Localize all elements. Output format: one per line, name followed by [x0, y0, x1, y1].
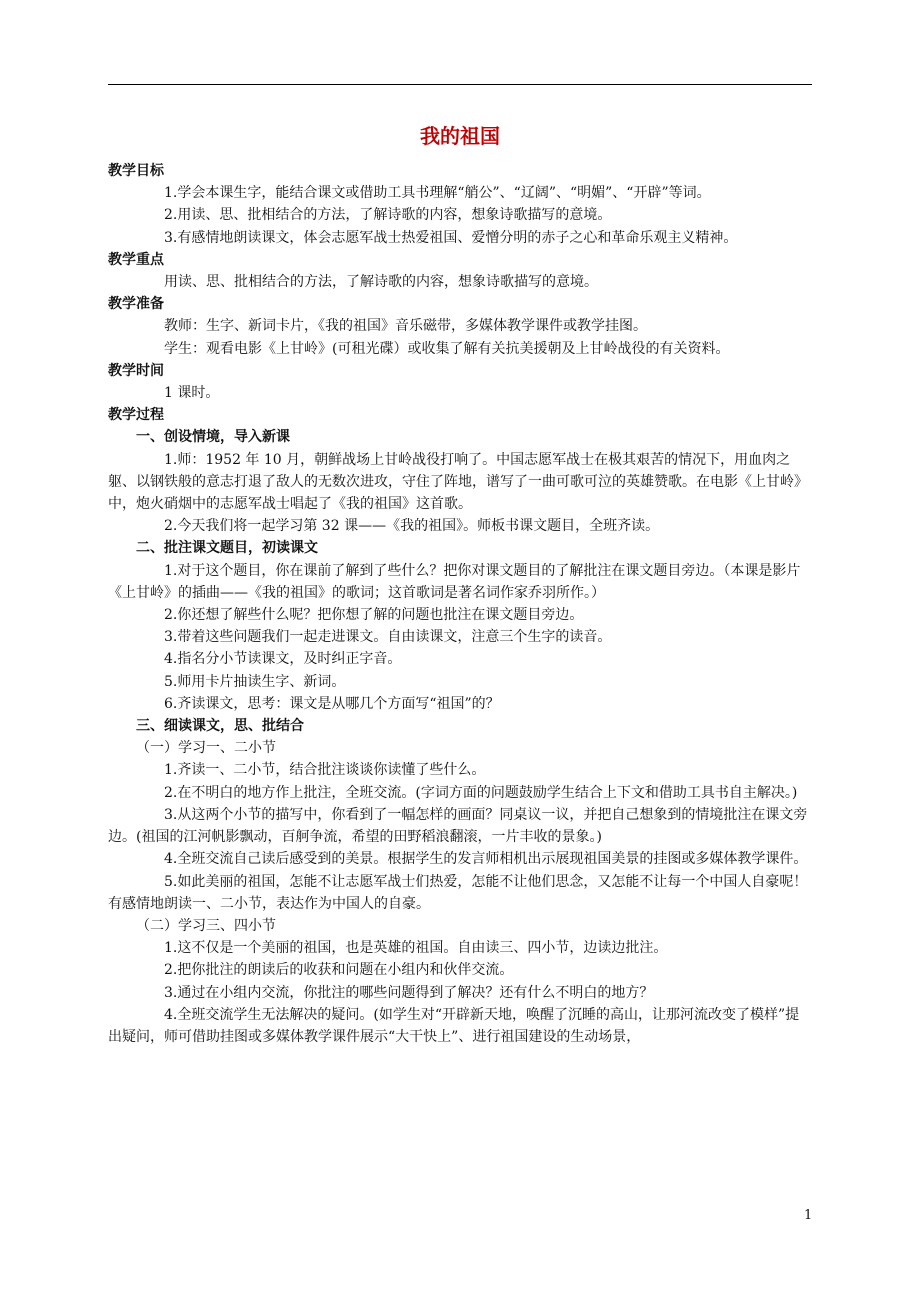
paragraph: 学生：观看电影《上甘岭》(可租光碟）或收集了解有关抗美援朝及上甘岭战役的有关资料。: [164, 340, 730, 357]
paragraph: 3.通过在小组内交流，你批注的哪些问题得到了解决？还有什么不明白的地方？: [164, 984, 654, 1001]
sub-subheading: （二）学习三、四小节: [136, 917, 276, 934]
paragraph: 1.师：1952 年 10 月，朝鲜战场上甘岭战役打响了。中国志愿军战士在极其艰苦的情况下，用血肉之躯、以钢铁般的意志打退了敌人的无数次进攻，守住了阵地，谱写了一曲可歌可泣的英雄赞歌。在电影《上甘岭》中，炮火硝烟中的志愿军战士唱起了《我的祖国》这首歌。: [108, 451, 808, 513]
paragraph: 5.如此美丽的祖国，怎能不让志愿军战士们热爱，怎能不让他们思念，又怎能不让每一个中国人自豪呢！有感情地朗读一、二小节，表达作为中国人的自豪。: [108, 873, 808, 912]
paragraph: 2.在不明白的地方作上批注，全班交流。(字词方面的问题鼓励学生结合上下文和借助工具书自主解决。): [164, 784, 798, 801]
heading-process: 教学过程: [108, 407, 164, 424]
paragraph: 3.带着这些问题我们一起走进课文。自由读课文，注意三个生字的读音。: [164, 629, 612, 646]
paragraph: 2.今天我们将一起学习第 32 课——《我的祖国》。师板书课文题目，全班齐读。: [164, 518, 660, 535]
document-body: [108, 160, 812, 1048]
paragraph: 4.全班交流学生无法解决的疑问。(如学生对“开辟新天地，唤醒了沉睡的高山，让那河流改变了模样”提出疑问，师可借助挂图或多媒体教学课件展示“大干快上”、进行祖国建设的生动场景，: [108, 1006, 800, 1045]
paragraph: 4.指名分小节读课文，及时纠正字音。: [164, 651, 402, 668]
paragraph: 3.从这两个小节的描写中，你看到了一幅怎样的画面？同桌议一议，并把自己想象到的情境批注在课文旁边。(祖国的江河帆影飘动，百舸争流，希望的田野稻浪翻滚，一片丰收的景象。): [108, 806, 808, 846]
paragraph: 1.齐读一、二小节，结合批注谈谈你读懂了些什么。: [164, 762, 486, 779]
subheading-part2: 二、批注课文题目，初读课文: [136, 540, 318, 557]
subheading-part3: 三、细读课文，思、批结合: [136, 718, 304, 735]
sub-subheading: （一）学习一、二小节: [136, 740, 276, 757]
document-title: 我的祖国: [420, 124, 500, 148]
paragraph: 1.这不仅是一个美丽的祖国，也是英雄的祖国。自由读三、四小节，边读边批注。: [164, 940, 668, 957]
heading-goals: 教学目标: [108, 163, 164, 179]
paragraph: 5.师用卡片抽读生字、新词。: [164, 673, 346, 690]
paragraph: 用读、思、批相结合的方法，了解诗歌的内容，想象诗歌描写的意境。: [164, 274, 598, 291]
paragraph: 1.对于这个题目，你在课前了解到了些什么？把你对课文题目的了解批注在课文题目旁边。（本课是影片《上甘岭》的插曲——《我的祖国》的歌词；这首歌词是著名词作家乔羽所作。）: [108, 562, 801, 601]
header-rule: [108, 84, 812, 85]
paragraph: 1 课时。: [164, 385, 220, 402]
paragraph: 教师：生字、新词卡片，《我的祖国》音乐磁带，多媒体教学课件或教学挂图。: [164, 318, 647, 335]
subheading-part1: 一、创设情境，导入新课: [136, 429, 290, 446]
heading-time: 教学时间: [108, 362, 164, 379]
heading-prep: 教学准备: [108, 296, 164, 313]
heading-focus: 教学重点: [108, 251, 164, 268]
paragraph: 2.用读、思、批相结合的方法，了解诗歌的内容，想象诗歌描写的意境。: [164, 207, 612, 224]
page-number: 1: [804, 1208, 813, 1223]
paragraph: 4.全班交流自己读后感受到的美景。根据学生的发言师相机出示展现祖国美景的挂图或多媒体教学课件。: [164, 851, 808, 868]
paragraph: 1.学会本课生字，能结合课文或借助工具书理解“艄公”、“辽阔”、“明媚”、“开辟”等词。: [164, 185, 711, 202]
paragraph: 6.齐读课文，思考：课文是从哪几个方面写“祖国”的？: [164, 695, 500, 712]
paragraph: 3.有感情地朗读课文，体会志愿军战士热爱祖国、爱憎分明的赤子之心和革命乐观主义精神。: [164, 229, 738, 246]
paragraph: 2.把你批注的朗读后的收获和问题在小组内和伙伴交流。: [164, 962, 514, 979]
paragraph: 2.你还想了解些什么呢？把你想了解的问题也批注在课文题目旁边。: [164, 607, 584, 624]
